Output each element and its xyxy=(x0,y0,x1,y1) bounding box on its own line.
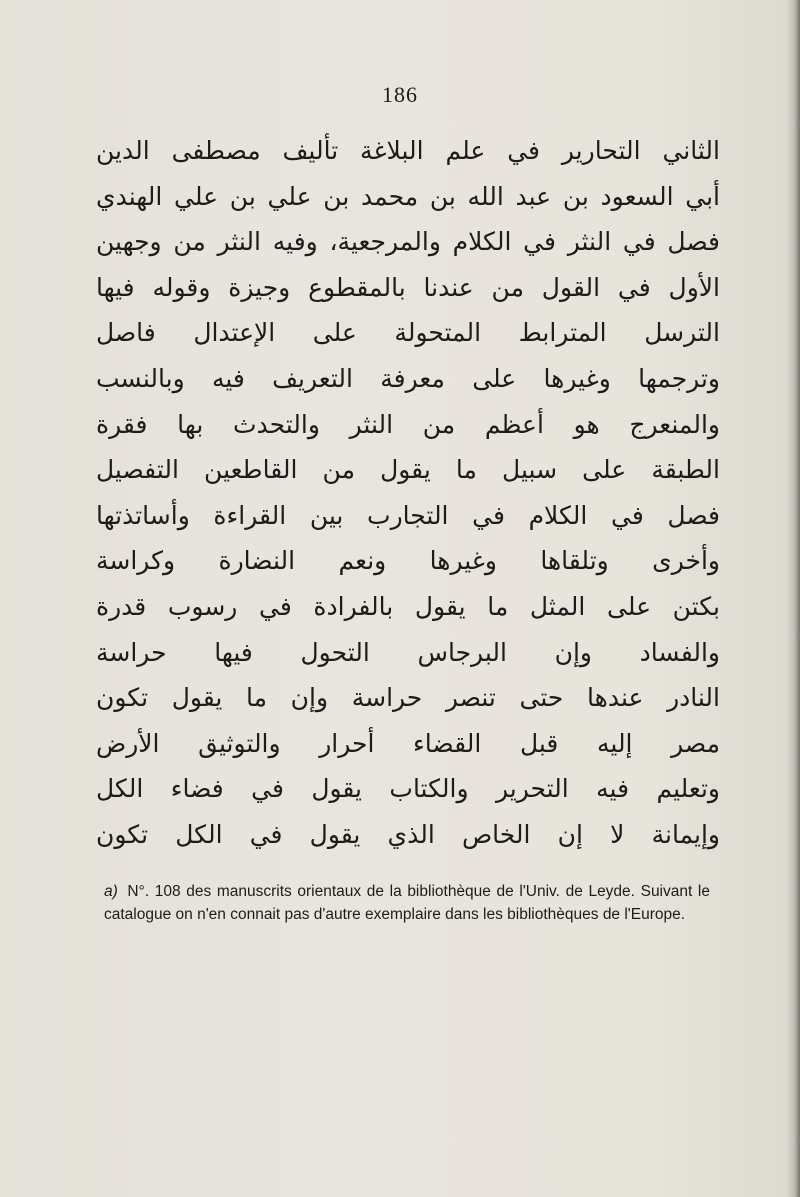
arabic-line: الأول في القول من عندنا بالمقطوع وجيزة وقوله فيها xyxy=(96,272,720,302)
arabic-line: الترسل المترابط المتحولة على الإعتدال فاصل xyxy=(96,318,720,348)
arabic-line: أبي السعود بن عبد الله بن محمد بن علي بن علي الهندي xyxy=(96,181,720,211)
arabic-line: بكتن على المثل ما يقول بالفرادة في رسوب قدرة xyxy=(96,591,720,621)
footnote-marker: a) xyxy=(104,883,118,900)
arabic-line: فصل في الكلام في التجارب بين القراءة وأساتذتها xyxy=(96,500,720,530)
arabic-line: والمنعرج هو أعظم من النثر والتحدث بها فقرة xyxy=(96,409,720,439)
arabic-line: والفساد وإن البرجاس التحول فيها حراسة xyxy=(96,637,720,667)
arabic-line: فصل في النثر في الكلام والمرجعية، وفيه النثر من وجهين xyxy=(96,227,720,257)
footnote-paragraph xyxy=(104,880,710,926)
arabic-line: النادر عندها حتى تنصر حراسة وإن ما يقول تكون xyxy=(96,683,720,713)
arabic-line: الطبقة على سبيل ما يقول من القاطعين التفصيل xyxy=(96,455,720,485)
page-edge-shadow xyxy=(786,0,800,1197)
arabic-line: وأخرى وتلقاها وغيرها ونعم النضارة وكراسة xyxy=(96,546,720,576)
arabic-line: الثاني التحارير في علم البلاغة تأليف مصطفى الدين xyxy=(96,136,720,165)
page-number: 186 xyxy=(382,82,418,107)
arabic-line: مصر إليه قبل القضاء أحرار والتوثيق الأرض xyxy=(96,728,720,758)
arabic-text-block xyxy=(96,128,720,858)
arabic-line: وترجمها وغيرها على معرفة التعريف فيه وبالنسب xyxy=(96,363,720,393)
arabic-line: وتعليم فيه التحرير والكتاب يقول في فضاء الكل xyxy=(96,774,720,804)
footnote-text: N°. 108 des manuscrits orientaux de la bibliothèque de l'Univ. de Leyde. Suivant le catalogue on n'en connait pas d'autre exemplaire dans les bibliothèques de l'Europe. xyxy=(104,883,710,923)
arabic-line: وإيمانة لا إن الخاص الذي يقول في الكل تكون xyxy=(96,819,720,849)
footnote xyxy=(104,880,710,926)
